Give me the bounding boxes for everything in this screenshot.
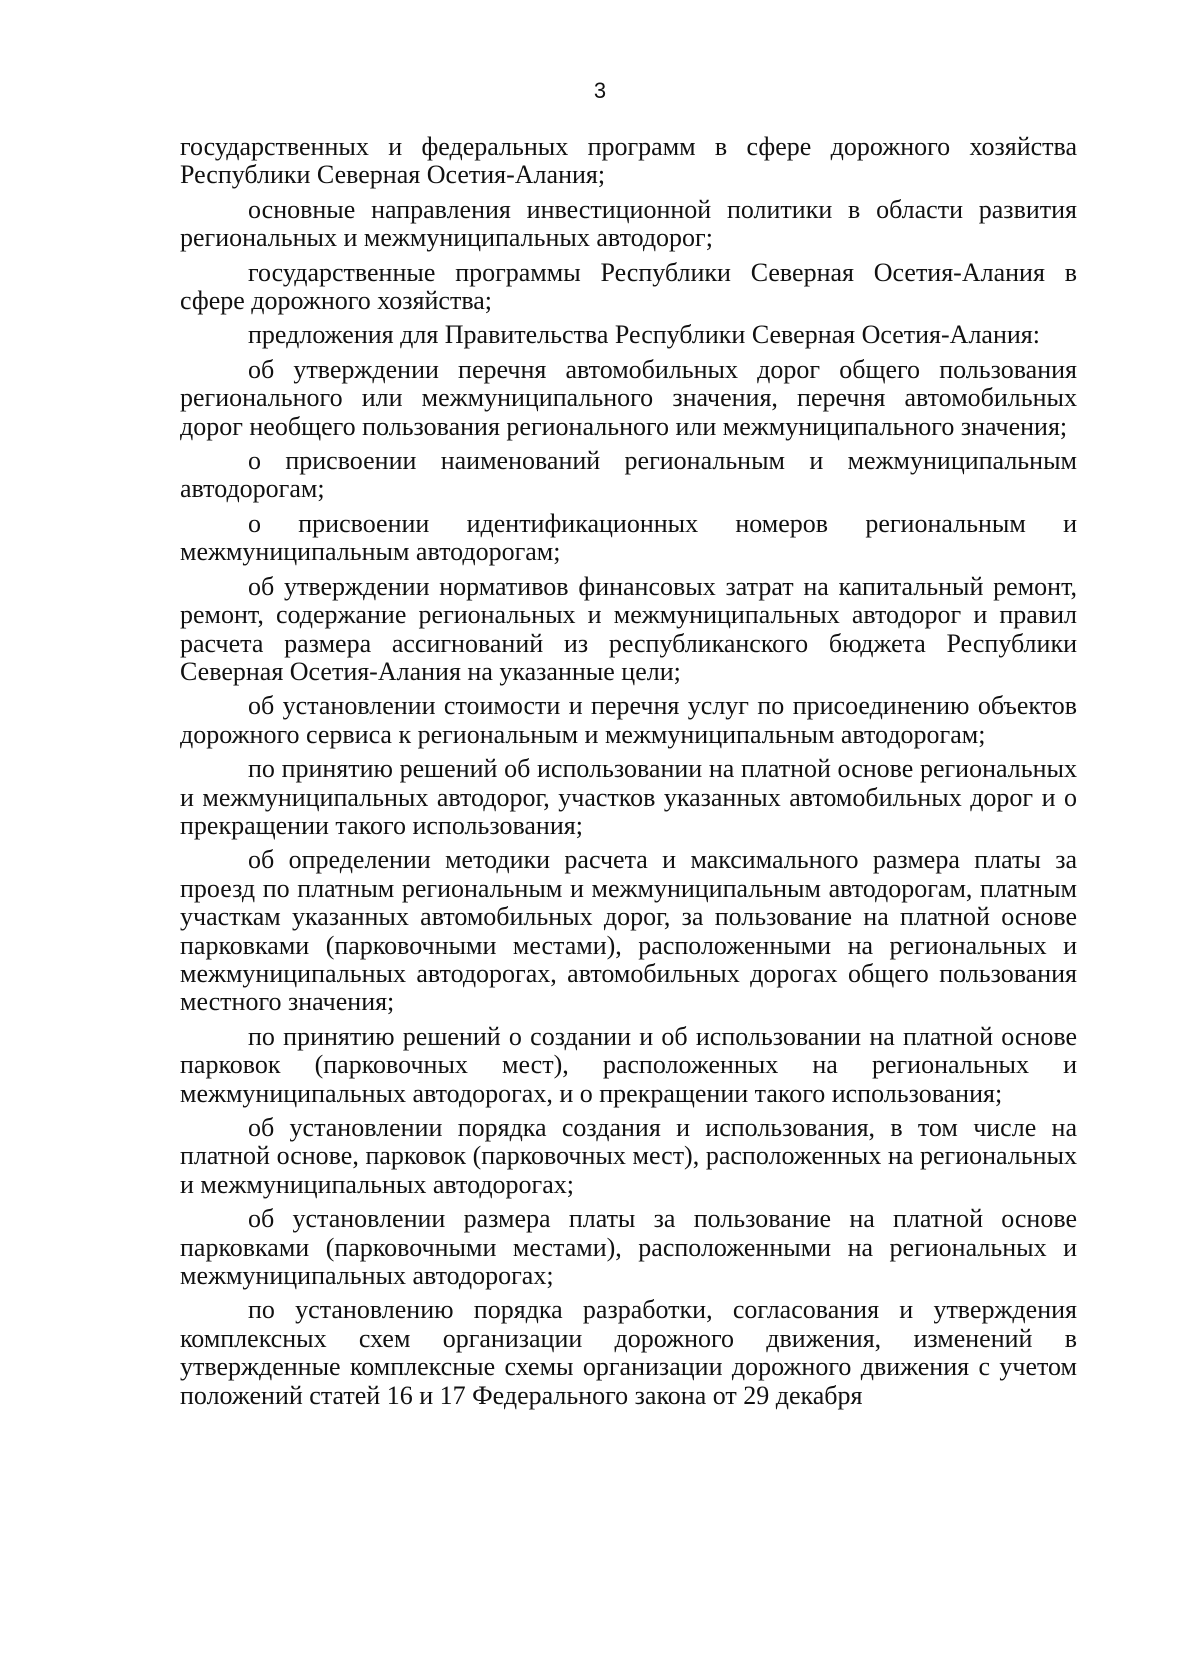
paragraph: государственные программы Республики Северная Осетия-Алания в сфере дорожного хозяйства; (180, 257, 1077, 316)
paragraph: по принятию решений об использовании на платной основе региональных и межмуниципальных автодорог, участков указанных автомобильных дорог и о прекращении такого использования; (180, 754, 1077, 840)
paragraph: об определении методики расчета и максимального размера платы за проезд по платным региональным и межмуниципальным автодорогам, платным участкам указанных автомобильных дорог, за пользование на платной основе парковками (парковочными местами), расположенными на региональных и межмуниципальных автодорогах, автомобильных дорогах общего пользования местного значения; (180, 845, 1077, 1017)
paragraph: основные направления инвестиционной политики в области развития региональных и межмуниципальных автодорог; (180, 194, 1077, 253)
paragraph: по установлению порядка разработки, согласования и утверждения комплексных схем организации дорожного движения, изменений в утвержденные комплексные схемы организации дорожного движения с учетом положений статей 16 и 17 Федерального закона от 29 декабря (180, 1295, 1077, 1410)
document-body (180, 133, 1077, 1416)
paragraph: об установлении порядка создания и использования, в том числе на платной основе, парковок (парковочных мест), расположенных на региональных и межмуниципальных автодорогах; (180, 1113, 1077, 1199)
paragraph: об установлении размера платы за пользование на платной основе парковками (парковочными местами), расположенными на региональных и межмуниципальных автодорогах; (180, 1204, 1077, 1291)
paragraph: о присвоении наименований региональным и межмуниципальным автодорогам; (180, 446, 1077, 504)
page-number: 3 (593, 78, 607, 103)
paragraph: по принятию решений о создании и об использовании на платной основе парковок (парковочных мест), расположенных на региональных и межмуниципальных автодорогах, и о прекращении такого использования; (180, 1021, 1077, 1108)
paragraph: государственных и федеральных программ в сфере дорожного хозяйства Республики Северная Осетия-Алания; (180, 132, 1077, 190)
paragraph: об утверждении перечня автомобильных дорог общего пользования регионального или межмуниципального значения, перечня автомобильных дорог необщего пользования регионального или межмуниципального значения; (180, 354, 1077, 441)
paragraph: об установлении стоимости и перечня услуг по присоединению объектов дорожного сервиса к региональным и межмуниципальным автодорогам; (180, 691, 1077, 749)
paragraph: предложения для Правительства Республики Северная Осетия-Алания: (248, 320, 1040, 350)
paragraph: об утверждении нормативов финансовых затрат на капитальный ремонт, ремонт, содержание региональных и межмуниципальных автодорог и правил расчета размера ассигнований из республиканского бюджета Республики Северная Осетия-Алания на указанные цели; (180, 571, 1077, 686)
paragraph: о присвоении идентификационных номеров региональным и межмуниципальным автодорогам; (180, 508, 1077, 567)
